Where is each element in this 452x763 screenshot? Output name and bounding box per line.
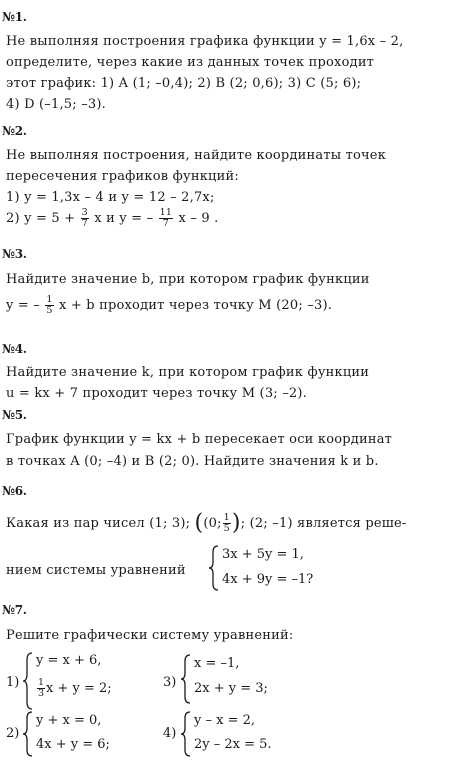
- task-7-intro: Решите графически систему уравнений:: [6, 628, 294, 643]
- task-6-line-1: [6, 510, 407, 536]
- system-4-eq-1: y – x = 2,: [194, 713, 256, 728]
- task-6-line-2: нием системы уравнений: [6, 563, 186, 578]
- fraction-11-7: [159, 208, 174, 229]
- system-2-label: 2): [6, 726, 20, 741]
- system-3-eq-2: 2x + y = 3;: [194, 681, 268, 696]
- task-6-line-1-a: Какая из пар чисел (1; 3);: [6, 516, 191, 531]
- fraction-denominator: 7: [162, 218, 169, 229]
- paren-open: (: [194, 510, 204, 536]
- task-1-number: №1.: [2, 10, 27, 24]
- system-3-eq-1: x = –1,: [194, 656, 240, 671]
- fraction-numerator: 1: [38, 677, 45, 688]
- fraction-denominator: 5: [46, 305, 53, 316]
- system-4-label: 4): [163, 726, 177, 741]
- task-3-line-1: Найдите значение b, при котором график функции: [6, 272, 370, 287]
- task-1-line-2: определите, через какие из данных точек проходит: [6, 55, 375, 70]
- task-6-system-eq-2: 4x + 9y = –1?: [222, 572, 314, 587]
- task-2-line-4-c: x – 9 .: [178, 211, 219, 226]
- task-4-line-1: Найдите значение k, при котором график функции: [6, 365, 370, 380]
- task-7-number: №7.: [2, 603, 27, 617]
- fraction-denominator: 7: [81, 218, 88, 229]
- system-brace-icon: [208, 545, 220, 591]
- paren-close: ): [231, 510, 241, 536]
- task-5-line-1: График функции y = kx + b пересекает оси координат: [6, 432, 393, 447]
- system-3-label: 3): [163, 675, 177, 690]
- task-1-line-4: 4) D (–1,5; –3).: [6, 97, 106, 112]
- task-4-line-2: u = kx + 7 проходит через точку M (3; –2).: [6, 386, 307, 401]
- system-1-eq-1: y = x + 6,: [36, 653, 102, 668]
- fraction-1-5: [223, 513, 231, 534]
- task-6-line-1-b: ; (2; –1) является реше-: [240, 516, 407, 531]
- system-brace-icon: [180, 654, 192, 704]
- fraction-numerator: 11: [159, 207, 173, 218]
- task-3-number: №3.: [2, 247, 27, 261]
- system-brace-icon: [180, 711, 192, 757]
- system-1-eq-2: [36, 678, 112, 699]
- task-2-line-4-b: x и y = –: [94, 211, 154, 226]
- task-3-line-2: [6, 295, 332, 316]
- system-4-eq-2: 2y – 2x = 5.: [194, 737, 272, 752]
- task-6-system-eq-1: 3x + 5y = 1,: [222, 547, 304, 562]
- fraction-numerator: 1: [223, 512, 230, 523]
- task-2-line-3: 1) y = 1,3x – 4 и y = 12 – 2,7x;: [6, 190, 215, 205]
- task-1-line-3: этот график: 1) A (1; –0,4); 2) B (2; 0,6); 3) C (5; 6);: [6, 76, 362, 91]
- task-6-pair-start: (0;: [203, 516, 222, 531]
- fraction-numerator: 3: [81, 207, 88, 218]
- task-1-line-1: Не выполняя построения графика функции y = 1,6x – 2,: [6, 34, 404, 49]
- system-2-eq-1: y + x = 0,: [36, 713, 102, 728]
- task-2-line-4-a: 2) y = 5 +: [6, 211, 76, 226]
- task-3-line-2-a: y = –: [6, 298, 41, 313]
- task-6-number: №6.: [2, 484, 27, 498]
- task-2-line-4: [6, 208, 219, 229]
- fraction-1-3: [37, 678, 45, 699]
- system-1-label: 1): [6, 675, 20, 690]
- fraction-denominator: 3: [38, 688, 45, 699]
- fraction-3-7: [81, 208, 89, 229]
- fraction-1-5: [45, 295, 53, 316]
- task-2-line-2: пересечения графиков функций:: [6, 169, 239, 184]
- task-5-number: №5.: [2, 408, 27, 422]
- system-2-eq-2: 4x + y = 6;: [36, 737, 110, 752]
- task-2-number: №2.: [2, 124, 27, 138]
- system-brace-icon: [22, 711, 34, 757]
- fraction-numerator: 1: [46, 294, 53, 305]
- fraction-denominator: 5: [223, 523, 230, 534]
- task-4-number: №4.: [2, 342, 27, 356]
- task-5-line-2: в точках A (0; –4) и B (2; 0). Найдите значения k и b.: [6, 454, 379, 469]
- task-2-line-1: Не выполняя построения, найдите координаты точек: [6, 148, 387, 163]
- system-1-eq-2-rest: x + y = 2;: [46, 681, 112, 696]
- system-brace-icon: [22, 652, 34, 710]
- task-3-line-2-b: x + b проходит через точку M (20; –3).: [58, 298, 333, 313]
